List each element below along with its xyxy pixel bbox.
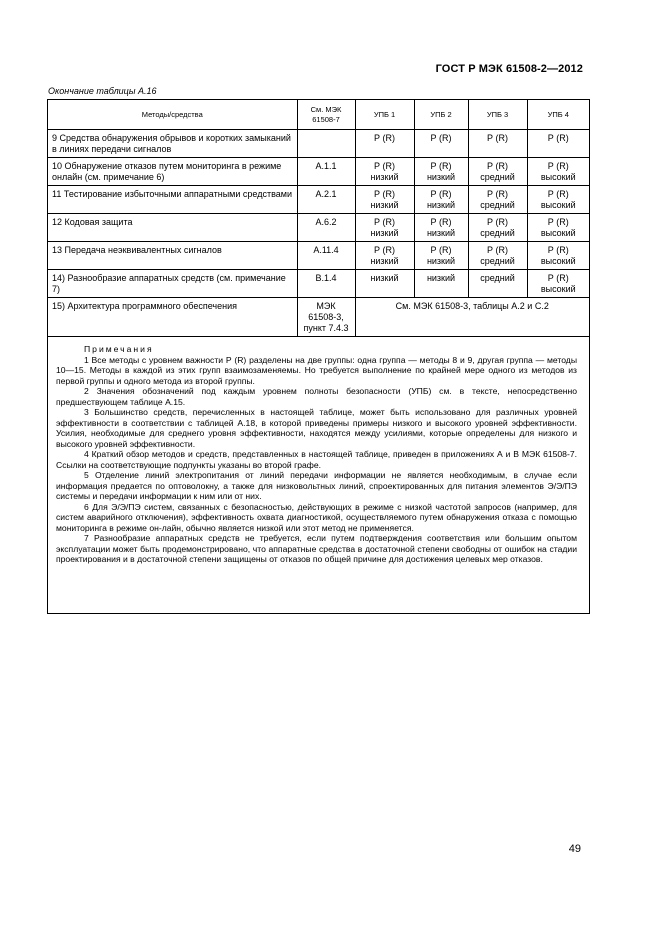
- upb3-cell: средний: [468, 270, 527, 298]
- upb2-cell: Р (R) низкий: [414, 214, 468, 242]
- upb4-cell: Р (R) высокий: [527, 214, 589, 242]
- upb2-cell: низкий: [414, 270, 468, 298]
- method-cell: 9 Средства обнаружения обрывов и коротких замыканий в линиях передачи сигналов: [48, 130, 297, 158]
- upb4-cell: Р (R) высокий: [527, 158, 589, 186]
- table-row: [48, 186, 589, 214]
- table-frame: [47, 99, 590, 614]
- upb2-cell: Р (R) низкий: [414, 158, 468, 186]
- upb4-cell: Р (R) высокий: [527, 186, 589, 214]
- method-cell: 14) Разнообразие аппаратных средств (см. примечание 7): [48, 270, 297, 298]
- method-cell: 11 Тестирование избыточными аппаратными средствами: [48, 186, 297, 214]
- upb3-cell: Р (R) средний: [468, 242, 527, 270]
- note-item: 5 Отделение линий электропитания от линий передачи информации не является необходимым, в случае если информация предается по оптоволокну, а также для низковольтных линий, спроектированных для питания элементов Э/Э/ПЭ системы и передачи информации к ним или от них.: [56, 470, 577, 501]
- upb2-cell: Р (R) низкий: [414, 242, 468, 270]
- table-row: [48, 270, 589, 298]
- reference-cell: А.1.1: [297, 158, 355, 186]
- method-cell: 15) Архитектура программного обеспечения: [48, 298, 297, 337]
- table-header-row: [48, 100, 589, 130]
- upb4-cell: Р (R) высокий: [527, 242, 589, 270]
- reference-cell: А.11.4: [297, 242, 355, 270]
- upb3-cell: Р (R) средний: [468, 186, 527, 214]
- notes-section: [48, 337, 589, 565]
- table-row: [48, 158, 589, 186]
- reference-cell: В.1.4: [297, 270, 355, 298]
- upb4-cell: Р (R): [527, 130, 589, 158]
- page-number: 49: [568, 843, 581, 855]
- upb3-cell: Р (R) средний: [468, 158, 527, 186]
- standard-header: ГОСТ Р МЭК 61508-2—2012: [435, 63, 583, 75]
- methods-table: [48, 100, 589, 337]
- reference-cell: [297, 130, 355, 158]
- upb3-cell: Р (R): [468, 130, 527, 158]
- note-item: 2 Значения обозначений под каждым уровнем полноты безопасности (УПБ) см. в тексте, непосредственно предшествующем таблице А.15.: [56, 386, 577, 407]
- note-item: 6 Для Э/Э/ПЭ систем, связанных с безопасностью, действующих в режиме с низкой частотой запросов (например, для систем аварийного отключения), эффективность охвата диагностикой, осуществляемого путем обнаружения отказа с помощью мониторинга в режиме он-лайн, обычно является низкой или этот метод не применяется.: [56, 501, 577, 533]
- upb3-cell: Р (R) средний: [468, 214, 527, 242]
- column-header: УПБ 2: [414, 100, 468, 130]
- note-item: 3 Большинство средств, перечисленных в настоящей таблице, может быть использовано для различных уровней эффективности в соответствии с таблицей А.18, в которой приведены примеры низкого и высокого уровней эффективности. Усилия, необходимые для среднего уровня эффективности, находятся между усилиями, которые определены для низкого и высокого уровней эффективности.: [56, 407, 577, 449]
- table-row: [48, 242, 589, 270]
- upb4-cell: Р (R) высокий: [527, 270, 589, 298]
- upb1-cell: низкий: [355, 270, 414, 298]
- note-item: 7 Разнообразие аппаратных средств не требуется, если путем подтверждения соответствия или большим опытом эксплуатации может быть продемонстрировано, что аппаратные средства в достаточной степени свободны от ошибок на стадии проектирования и в достаточной степени защищены от отказов по общей причине для достижения целевых мер отказов.: [56, 533, 577, 564]
- column-header: Методы/средства: [48, 100, 297, 130]
- span-reference-cell: См. МЭК 61508-3, таблицы А.2 и С.2: [355, 298, 589, 337]
- column-header: УПБ 1: [355, 100, 414, 130]
- upb2-cell: Р (R) низкий: [414, 186, 468, 214]
- reference-cell: А.6.2: [297, 214, 355, 242]
- table-row: [48, 130, 589, 158]
- upb1-cell: Р (R) низкий: [355, 242, 414, 270]
- note-item: 1 Все методы с уровнем важности Р (R) разделены на две группы: одна группа — методы 8 и 9, другая группа — методы 10—15. Методы в каждой из этих групп взаимозаменяемы. Но требуется выполнение по крайней мере одного из методов из первой группы и одного метода из второй группы.: [56, 354, 577, 386]
- reference-cell: МЭК 61508-3, пункт 7.4.3: [297, 298, 355, 337]
- table-caption: Окончание таблицы А.16: [48, 86, 157, 96]
- upb1-cell: Р (R): [355, 130, 414, 158]
- method-cell: 12 Кодовая защита: [48, 214, 297, 242]
- upb1-cell: Р (R) низкий: [355, 158, 414, 186]
- method-cell: 10 Обнаружение отказов путем мониторинга в режиме онлайн (см. примечание 6): [48, 158, 297, 186]
- note-item: 4 Краткий обзор методов и средств, представленных в настоящей таблице, приведен в приложениях А и В МЭК 61508-7. Ссылки на соответствующие подпункты указаны во второй графе.: [56, 449, 577, 470]
- column-header: УПБ 4: [527, 100, 589, 130]
- upb1-cell: Р (R) низкий: [355, 186, 414, 214]
- table-row: [48, 214, 589, 242]
- column-header: УПБ 3: [468, 100, 527, 130]
- notes-title: Примечания: [84, 344, 154, 354]
- upb1-cell: Р (R) низкий: [355, 214, 414, 242]
- column-header: См. МЭК 61508-7: [297, 100, 355, 130]
- reference-cell: А.2.1: [297, 186, 355, 214]
- method-cell: 13 Передача неэквивалентных сигналов: [48, 242, 297, 270]
- table-row: [48, 298, 589, 337]
- upb2-cell: Р (R): [414, 130, 468, 158]
